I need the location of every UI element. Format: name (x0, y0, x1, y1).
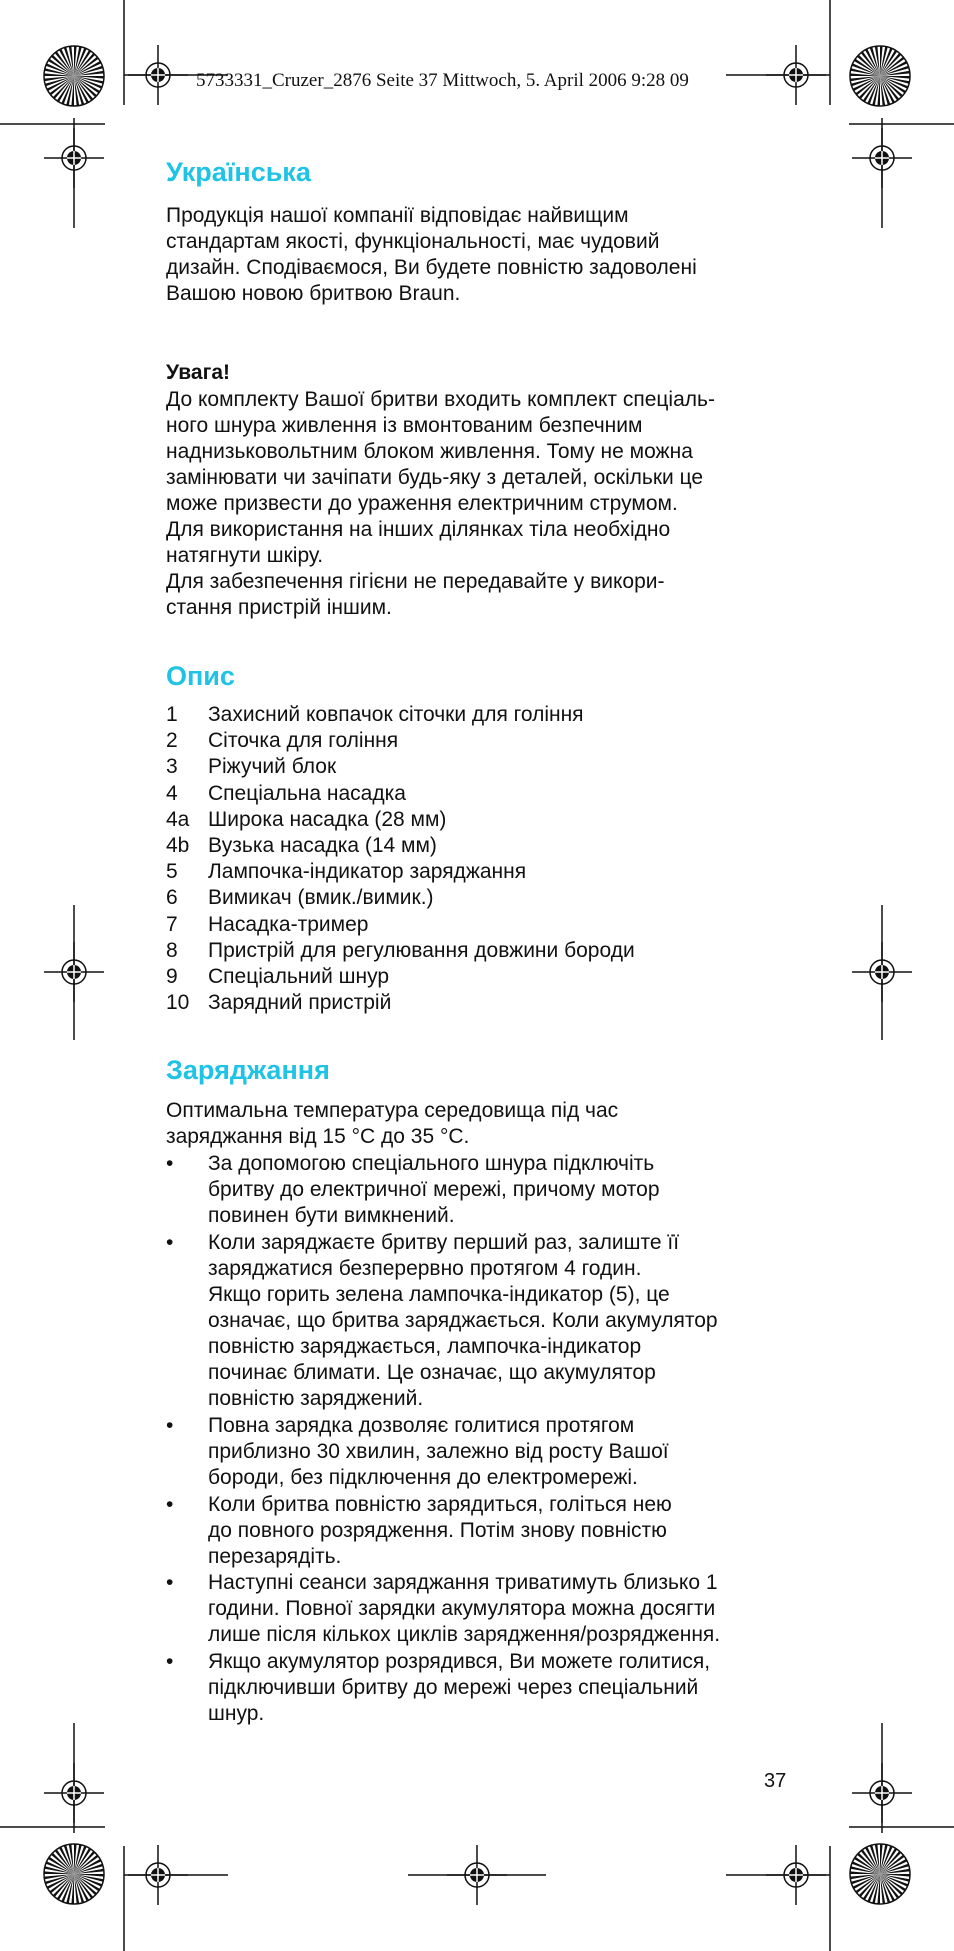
part-label: Широка насадка (28 мм) (208, 807, 447, 831)
part-number: 3 (166, 755, 178, 779)
bullet-text: Повна зарядка дозволяє голитися протягом приблизно 30 хвилин, залежно від росту Вашої бороди, без підключення до електромережі. (208, 1414, 669, 1489)
page-number: 37 (764, 1770, 787, 1792)
bullet-marker: • (166, 1152, 174, 1175)
part-number: 4b (166, 834, 190, 857)
part-number: 4a (166, 807, 190, 831)
print-slug-line: 5733331_Cruzer_2876 Seite 37 Mittwoch, 5. April 2006 9:28 09 (196, 70, 689, 91)
bullet-text: Коли бритва повністю зарядиться, голіться нею до повного розрядження. Потім знову повністю перезарядіть. (208, 1492, 672, 1568)
part-label: Пристрій для регулювання довжини бороди (208, 938, 635, 962)
bullet-text: Коли заряджаєте бритву перший раз, залиште її заряджатися безперервно протягом 4 годин. Якщо горить зелена лампочка-індикатор (5), це означає, що бритва заряджається. Коли акумулятор повністю заряджається, лампочка-індикатор починає блимати. Це означає, що акумулятор повністю заряджений. (208, 1230, 718, 1410)
bullet-marker: • (166, 1492, 174, 1516)
bullet-marker: • (166, 1414, 174, 1437)
section-heading-description: Опис (166, 661, 235, 691)
bullet-text: Наступні сеанси заряджання триватимуть близько 1 години. Повної зарядки акумулятора можна досягти лише після кількох циклів зарядження/розрядження. (208, 1571, 721, 1647)
part-label: Захисний ковпачок сіточки для гоління (208, 703, 584, 726)
bullet-marker: • (166, 1230, 174, 1254)
part-number: 2 (166, 729, 178, 753)
part-number: 9 (166, 965, 178, 988)
part-number: 6 (166, 886, 178, 910)
warning-paragraph: До комплекту Вашої бритви входить комплект спеціаль- ного шнура живлення із вмонтованим безпечним наднизьковольтним блоком живлення. Тому не можна замінювати чи зачіпати будь-яку з деталей, оскільки це може призвести до ураження електричним струмом. Для використання на інших ділянках тіла необхідно натягнути шкіру. Для забезпечення гігієни не передавайте у викори- стання пристрій іншим. (166, 388, 715, 619)
bullet-text: За допомогою спеціального шнура підключіть бритву до електричної мережі, причому мотор повинен бути вимкнений. (208, 1152, 660, 1227)
part-number: 1 (166, 703, 178, 726)
section-heading-ukrainian: Українська (166, 157, 311, 187)
bullet-text: Якщо акумулятор розрядився, Ви можете голитися, підключивши бритву до мережі через спеціальний шнур. (208, 1649, 711, 1725)
part-label: Сіточка для гоління (208, 729, 399, 753)
part-label: Вузька насадка (14 мм) (208, 834, 437, 857)
part-label: Лампочка-індикатор заряджання (208, 860, 527, 884)
charging-intro: Оптимальна температура середовища під час заряджання від 15 °C до 35 °C. (166, 1099, 619, 1148)
part-number: 8 (166, 938, 178, 962)
warning-title: Увага! (166, 361, 230, 384)
part-number: 7 (166, 912, 178, 936)
bullet-marker: • (166, 1649, 174, 1673)
part-label: Спеціальна насадка (208, 781, 406, 805)
part-label: Насадка-тример (208, 912, 369, 936)
part-label: Ріжучий блок (208, 755, 337, 779)
bullet-marker: • (166, 1571, 174, 1595)
starburst-mark (44, 1844, 104, 1904)
starburst-mark (850, 1844, 910, 1904)
part-label: Спеціальний шнур (208, 965, 390, 988)
part-number: 4 (166, 781, 178, 805)
section-heading-charging: Заряджання (166, 1055, 330, 1085)
part-number: 10 (166, 991, 190, 1015)
part-number: 5 (166, 860, 178, 884)
starburst-mark (44, 46, 104, 106)
part-label: Зарядний пристрій (208, 991, 392, 1015)
part-label: Вимикач (вмик./вимик.) (208, 886, 434, 910)
starburst-mark (850, 46, 910, 106)
intro-paragraph: Продукція нашої компанії відповідає найвищим стандартам якості, функціональності, має чудовий дизайн. Сподіваємося, Ви будете повністю задоволені Вашою новою бритвою Braun. (166, 204, 697, 305)
